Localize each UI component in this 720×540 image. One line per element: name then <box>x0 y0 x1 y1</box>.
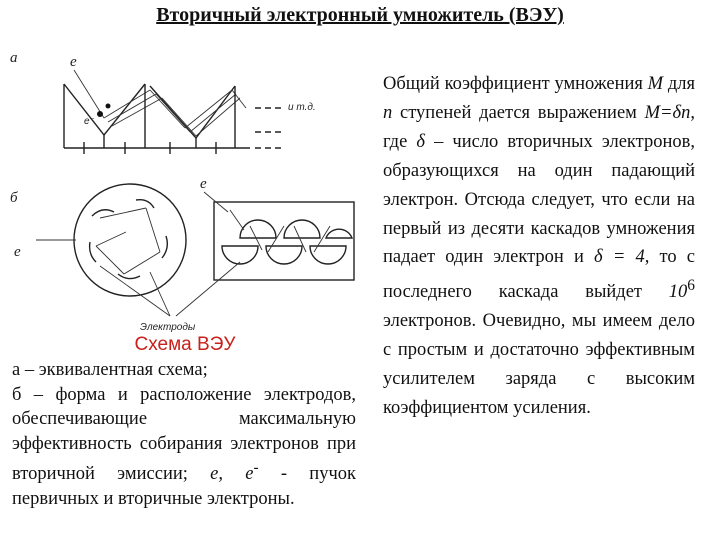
caption-title: Схема ВЭУ <box>134 334 236 355</box>
label-e-minus: e⁻ <box>84 116 95 127</box>
label-electrodes: Электроды <box>140 322 196 333</box>
body-var-M: М <box>647 74 664 94</box>
body-seg-1: Общий коэффициент умножения <box>383 74 648 94</box>
page-title: Вторичный электронный умножитель (ВЭУ) <box>156 4 564 26</box>
label-b: б <box>10 190 18 206</box>
body-seg-6: , то с последнего каскада выйдет <box>383 247 695 303</box>
caption-line-a: а – эквивалентная схема; <box>12 360 208 380</box>
caption-e-rest: - пучок первичных и вторичные электроны. <box>12 464 356 510</box>
electron-dot-1 <box>97 111 103 117</box>
body-delta-eq: δ = 4 <box>594 247 645 268</box>
body-seg-2: для <box>663 74 696 94</box>
primary-beam-a <box>74 70 104 118</box>
caption-e-sup: - <box>253 459 259 477</box>
label-e-top: е <box>70 54 77 70</box>
wiring-a <box>64 84 285 154</box>
body-pow-base: 10 <box>668 282 688 303</box>
figure-caption <box>12 358 356 512</box>
body-seg-3: ступеней дается выражением <box>392 102 645 123</box>
electron-paths-a <box>104 90 246 136</box>
caption-e: е, е <box>210 464 254 485</box>
body-var-n: n <box>383 102 393 123</box>
vem-schematic-svg <box>0 40 370 338</box>
linear-dynode-box <box>214 202 354 280</box>
body-pow-exp: 6 <box>687 277 695 295</box>
label-etc: и т.д. <box>288 102 316 113</box>
body-seg-5: – число вторичных электронов, образующихся на один падающий электрон. Отсюда следует, что если на первый из десяти каскадов умножения падает один электрон и <box>383 131 695 268</box>
label-e-bottom: е <box>200 176 207 192</box>
body-formula: М=δn <box>644 102 691 123</box>
body-seg-4: , где <box>383 102 695 152</box>
body-var-delta: δ <box>416 131 425 152</box>
body-paragraph <box>383 70 695 423</box>
caption-line-b-text: б – форма и расположение электродов, обеспечивающие максимальную эффективность собирания электронов при вторичной эмиссии; <box>12 384 356 485</box>
label-e-left: е <box>14 244 21 260</box>
electron-dot-2 <box>106 104 111 109</box>
caption-line-b <box>12 383 356 512</box>
vem-figure <box>0 40 370 338</box>
body-seg-7: электронов. Очевидно, мы имеем дело с простым и достаточно эффективным усилителем заряда с высоким коэффициентом усиления. <box>383 311 695 419</box>
electrode-pointers <box>100 262 240 316</box>
body-text <box>383 70 695 423</box>
linear-dynodes <box>222 210 352 264</box>
label-a: а <box>10 50 18 66</box>
dynode-1 <box>64 84 145 135</box>
